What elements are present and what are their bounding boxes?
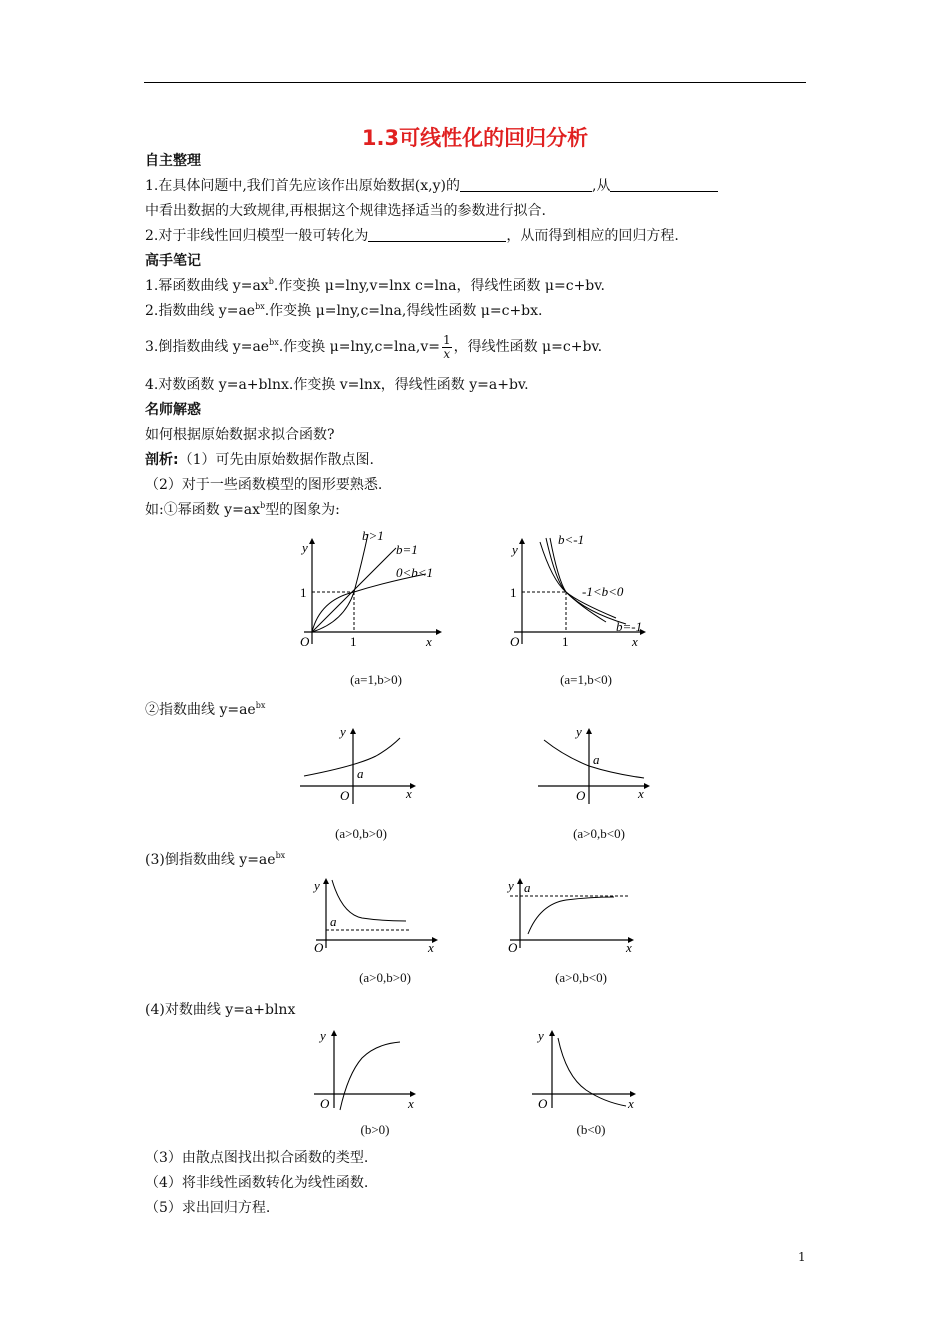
explain-step-3: （3）由散点图找出拟合函数的类型.: [145, 1150, 369, 1166]
question-1: 1.在具体问题中,我们首先应该作出原始数据(x,y)的 ,从: [145, 176, 718, 196]
curve-label-b-eq-neg1: b=-1: [616, 619, 643, 634]
figure-power-negative: [506, 522, 666, 652]
figure-exp-negative: [534, 720, 664, 810]
asymptote-label: a: [524, 880, 531, 895]
explain-step-4: （4）将非线性函数转化为线性函数.: [145, 1175, 369, 1191]
figure-inverse-exp-positive: [312, 874, 442, 954]
origin-label: O: [320, 1096, 330, 1111]
axis-y-label: y: [576, 724, 582, 739]
caption-exp-positive: (a>0,b>0): [335, 826, 387, 841]
origin-label: O: [538, 1096, 548, 1111]
axis-y-label: y: [340, 724, 346, 739]
question-2: 2.对于非线性回归模型一般可转化为 ，从而得到相应的回归方程.: [145, 228, 679, 244]
note-4: 4.对数函数 y=a+blnx.作变换 v=lnx，得线性函数 y=a+bv.: [145, 377, 529, 393]
note-2: 2.指数曲线 $y=ae^{bx}$.作变换 μ=lny,c=lna,得线性函数 μ=c+bx.: [145, 302, 543, 319]
tick-label-1x: 1: [562, 634, 569, 649]
caption-log-positive: (b>0): [360, 1122, 390, 1137]
figure-exp-positive: [296, 720, 426, 810]
axis-x-label: x: [638, 786, 644, 801]
axis-x-label: x: [426, 634, 432, 649]
note-3: 3.倒指数曲线 $y=ae^{bx}$.作变换 μ=lny,c=lna,v= $\frac{1}{x}$ ，得线性函数 μ=c+bv.: [145, 332, 603, 361]
caption-exp-negative: (a>0,b<0): [573, 826, 625, 841]
axis-x-label: x: [626, 940, 632, 955]
curve-label-b-gt-1: b>1: [362, 528, 384, 543]
explain-question: 如何根据原始数据求拟合函数?: [145, 427, 335, 443]
tick-label-1y: 1: [510, 585, 517, 600]
asymptote-label: a: [330, 914, 337, 929]
origin-label: O: [508, 940, 518, 955]
tick-label-1x: 1: [350, 634, 357, 649]
inverse-exp-curve-label: (3)倒指数曲线 $y=ae^{bx}$: [145, 851, 286, 868]
axis-y-label: y: [508, 878, 514, 893]
page-number: 1: [798, 1250, 806, 1264]
page-title: 1.3可线性化的回归分析: [361, 126, 589, 150]
note-1: 1.幂函数曲线 $y=ax^b$.作变换 μ=lny,v=lnx c=lna，得线性函数 μ=c+bv.: [145, 277, 605, 294]
intercept-label: a: [593, 752, 600, 767]
answer-blank-2[interactable]: [610, 177, 718, 192]
header-rule: [144, 82, 806, 83]
section-heading-explain: 名师解惑: [145, 402, 201, 418]
caption-power-positive: (a=1,b>0): [350, 672, 402, 687]
origin-label: O: [510, 634, 520, 649]
section-heading-notes: 高手笔记: [145, 253, 201, 269]
origin-label: O: [300, 634, 310, 649]
axis-x-label: x: [406, 786, 412, 801]
curve-label-b-lt-neg1: b<-1: [558, 532, 585, 547]
axis-x-label: x: [408, 1096, 414, 1111]
explain-step-1: 剖析:（1）可先由原始数据作散点图.: [145, 452, 374, 468]
origin-label: O: [340, 788, 350, 803]
exp-curve-label: ②指数曲线 $y=ae^{bx}$: [145, 701, 266, 718]
caption-inverse-exp-positive: (a>0,b>0): [359, 970, 411, 985]
caption-inverse-exp-negative: (a>0,b<0): [555, 970, 607, 985]
axis-x-label: x: [628, 1096, 634, 1111]
answer-blank-1[interactable]: [460, 177, 592, 192]
origin-label: O: [576, 788, 586, 803]
caption-log-negative: (b<0): [576, 1122, 606, 1137]
axis-y-label: y: [538, 1028, 544, 1043]
explain-example: 如:①幂函数 $y=ax^b$型的图象为:: [145, 501, 340, 518]
tick-label-1y: 1: [300, 585, 307, 600]
explain-step-5: （5）求出回归方程.: [145, 1200, 271, 1216]
axis-y-label: y: [512, 542, 518, 557]
figure-power-positive: [296, 522, 456, 652]
intercept-label: a: [357, 766, 364, 781]
axis-x-label: x: [428, 940, 434, 955]
axis-y-label: y: [320, 1028, 326, 1043]
question-1-cont: 中看出数据的大致规律,再根据这个规律选择适当的参数进行拟合.: [145, 203, 546, 219]
answer-blank-3[interactable]: [368, 227, 506, 242]
caption-power-negative: (a=1,b<0): [560, 672, 612, 687]
axis-y-label: y: [314, 878, 320, 893]
figure-inverse-exp-negative: [506, 874, 646, 954]
axis-y-label: y: [302, 540, 308, 555]
curve-label-neg1-lt-b-lt-0: -1<b<0: [582, 584, 624, 599]
origin-label: O: [314, 940, 324, 955]
fraction-one-over-x: $\frac{1}{x}$: [442, 332, 451, 361]
figure-log-negative: [530, 1024, 650, 1114]
figure-log-positive: [312, 1024, 432, 1114]
section-heading-self-study: 自主整理: [145, 153, 201, 169]
log-curve-label: (4)对数曲线 y=a+blnx: [145, 1002, 296, 1018]
explain-step-2: （2）对于一些函数模型的图形要熟悉.: [145, 477, 383, 493]
curve-label-0-lt-b-lt-1: 0<b<1: [396, 565, 434, 580]
curve-label-b-eq-1: b=1: [396, 542, 418, 557]
axis-x-label: x: [632, 634, 638, 649]
